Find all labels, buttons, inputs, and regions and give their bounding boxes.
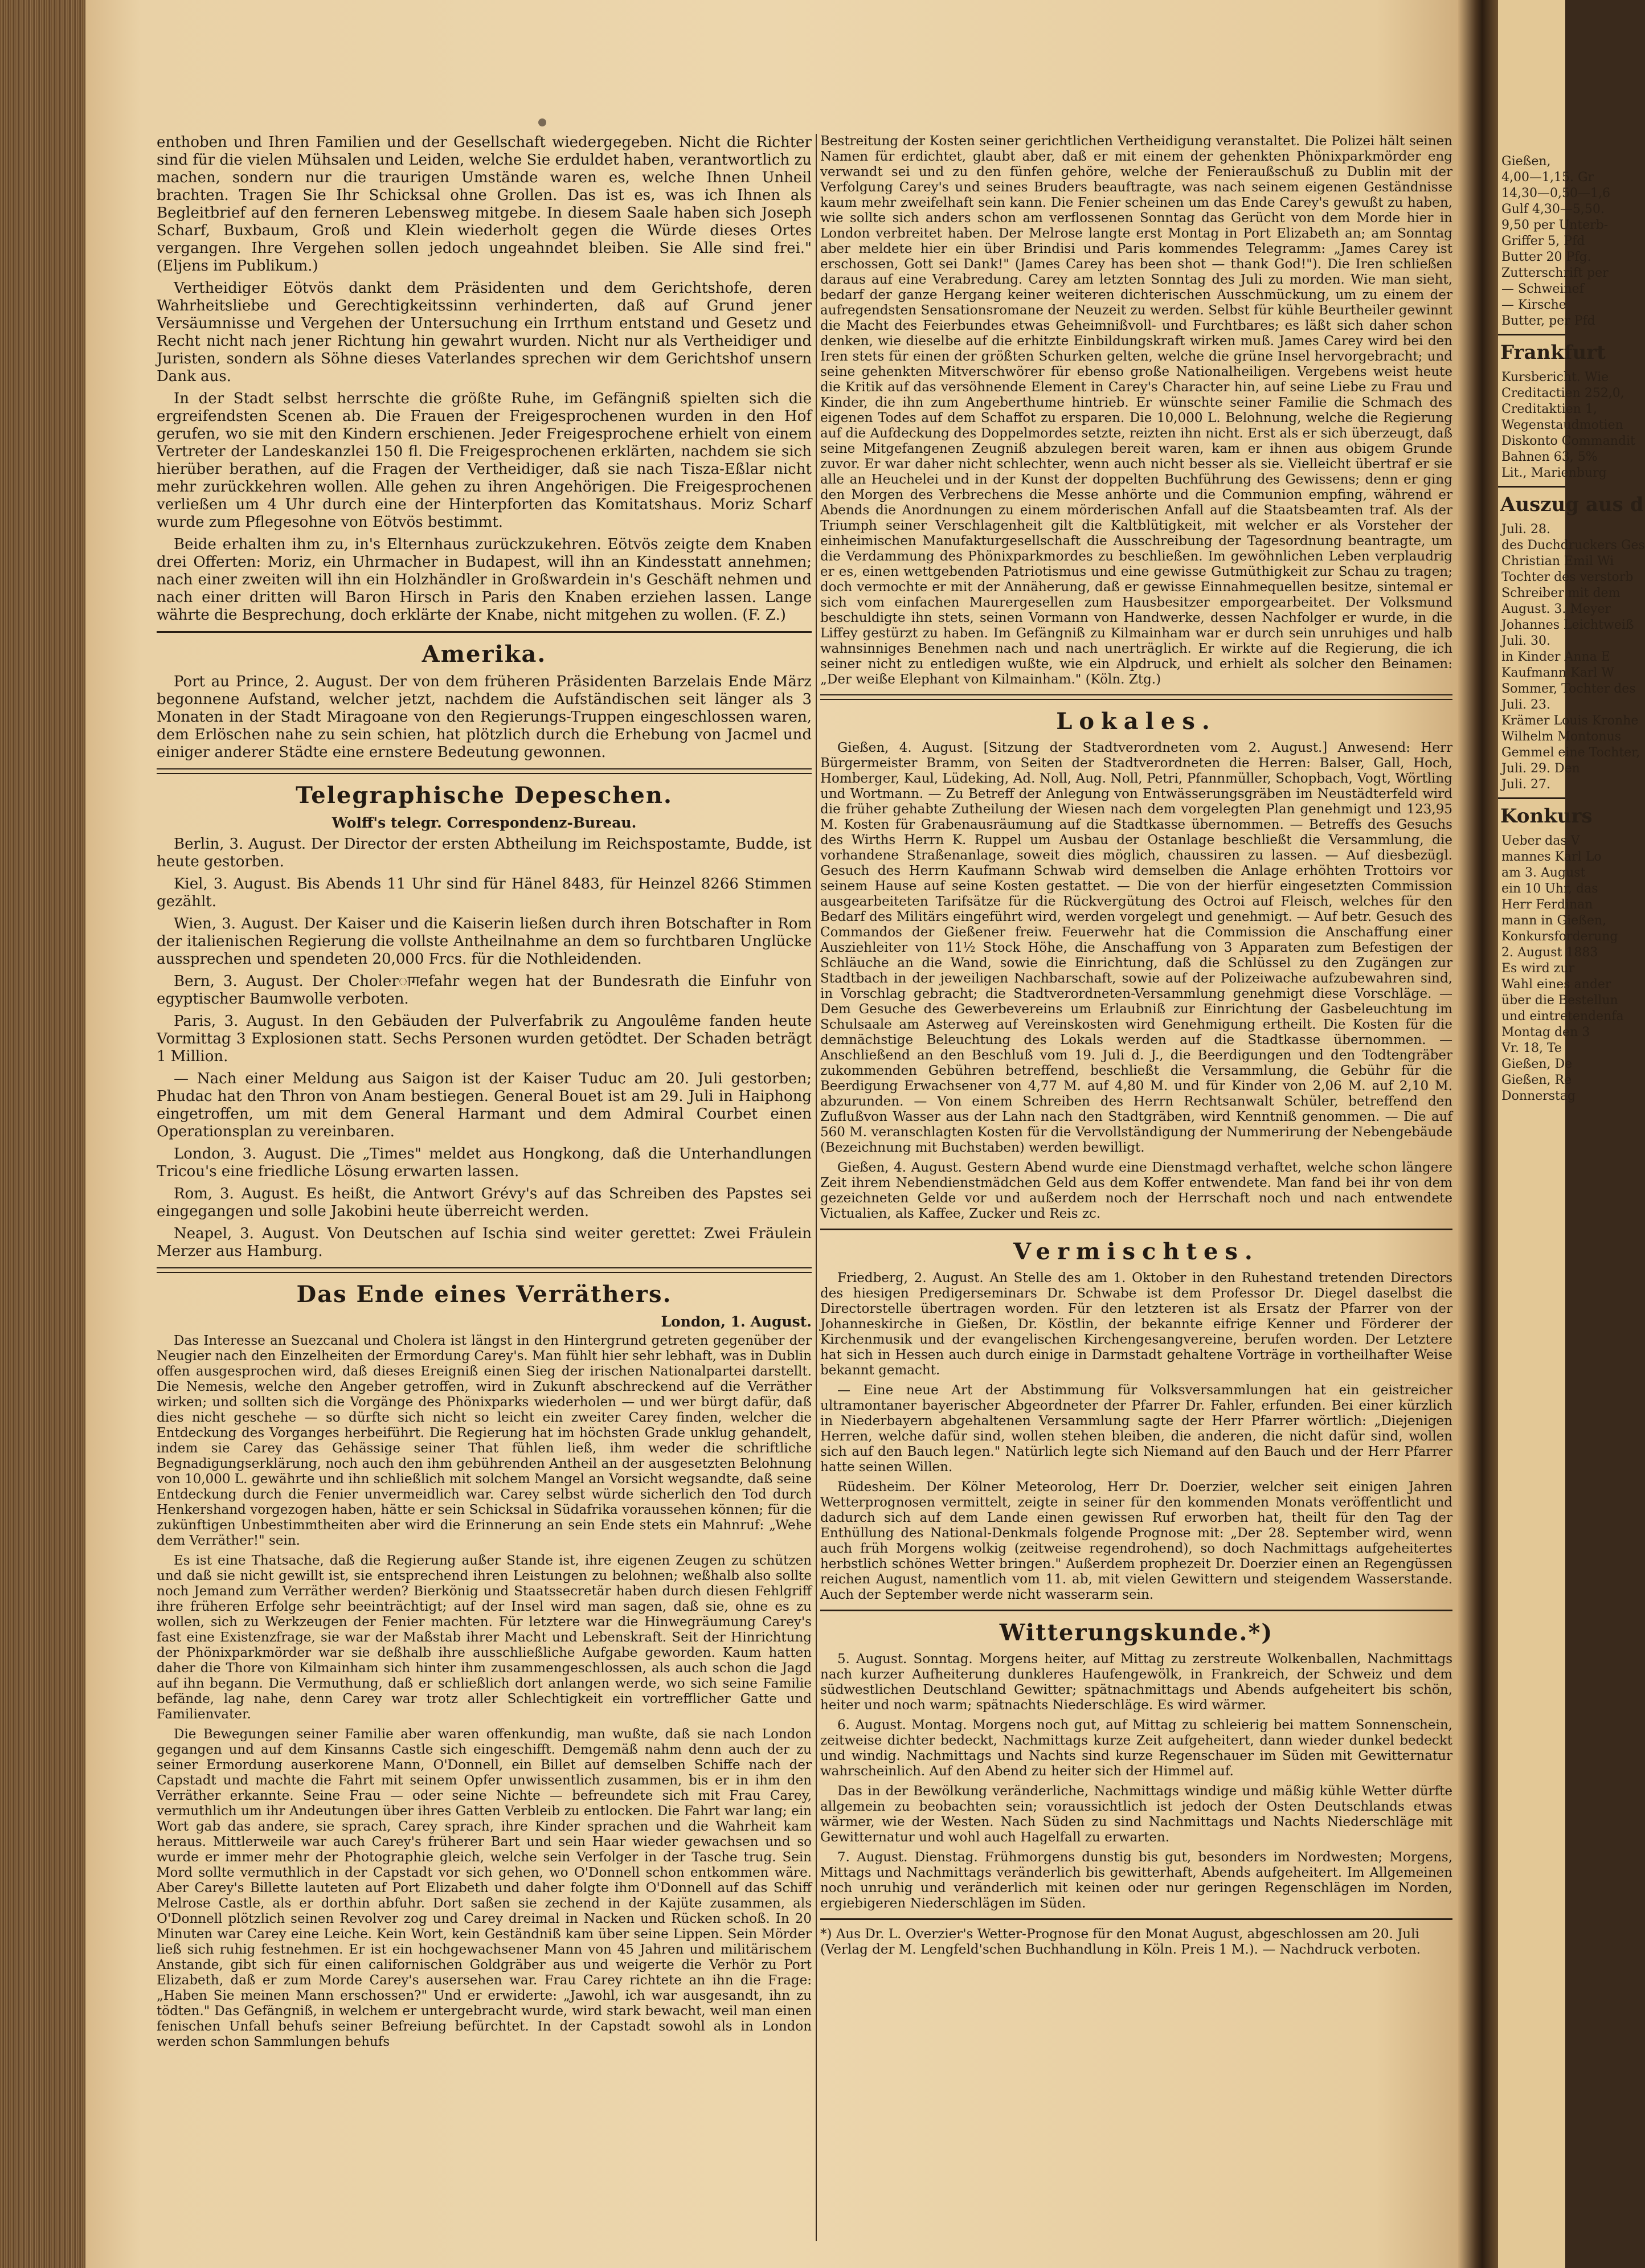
adjacent-line: Tochter des verstorb — [1501, 570, 1634, 584]
adjacent-line: Juli. 27. — [1501, 777, 1551, 792]
telegraph-heading: Telegraphische Depeschen. — [296, 782, 673, 809]
adjacent-heading-frankfurt: Frankfurt — [1500, 341, 1606, 364]
adjacent-line: Gulf 4,30—5,50. — [1501, 202, 1605, 216]
adjacent-line: Kursbericht. Wie — [1501, 370, 1609, 384]
verraeter-paragraph: Das Interesse an Suezcanal und Cholera ist längst in den Hintergrund getreten gegenüber der Neugier nach den Einzelheiten der Ermordung Carey's. Man fühlt hier sehr lebhaft, was in Dublin offen ausgesprochen wird, daß dieses Ereigniß einen Sieg der irischen Nationalpartei darstellt. Die Nemesis, welche den Angeber getroffen, wird in Zukunft abschreckend auf die Verräther wirken; und sollten sich die Vorgänge des Phönixparks wiederholen — und wer bürgt dafür, daß dies nicht geschehe — so dürfte sich nicht so leicht ein zweiter Carey finden, welcher die Entdeckung des Vorganges herbeiführt. Die Regierung hat im höchsten Grade unklug gehandelt, indem sie Carey das Gehässige seiner That fühlen ließ, ihm weder die schriftliche Begnadigungserklärung, noch auch den ihm gebührenden Antheil an der ausgesetzten Belohnung von 10,000 L. gewährte und ihn schließlich mit solchem Mangel an Vorsicht wegsandte, daß seine Entdeckung durch die Fenier unvermeidlich war. Carey selbst würde sicherlich den Tod durch Henkershand vorgezogen haben, hätte er sein Schicksal in Südafrika voraussehen können; für die zukünftigen Unbestimmtheiten aber wird die Erinnerung an sein Ende stets ein Mahnruf: „Wehe dem Verräther!" sein. — [157, 1333, 812, 1548]
adjacent-line: Lit., Marienburg — [1501, 466, 1607, 480]
section-divider — [157, 1267, 812, 1273]
adjacent-line: Gemmel eine Tochter, — [1501, 746, 1640, 760]
adjacent-line: Zutterschrift per — [1501, 266, 1609, 280]
adjacent-line: Butter 20 Pfg. — [1501, 250, 1591, 264]
lokales-paragraph: Gießen, 4. August. Gestern Abend wurde eine Dienstmagd verhaftet, welche schon längere Zeit ihrem Nebendienstmädchen Geld aus dem Koffer entwendete. Man fand bei ihr von dem gezeichneten Gelde vor und außerdem noch der Herrschaft noch und nach entwendete Victualien, als Kaffee, Zucker und Reis zc. — [820, 1160, 1452, 1221]
adjacent-heading-auszug: Auszug aus d — [1500, 493, 1644, 516]
adjacent-line: 14,30—0,50—1,6 — [1501, 186, 1610, 200]
section-divider — [820, 1610, 1452, 1611]
book-edge-left — [0, 0, 85, 2268]
adjacent-line: Griffer 5, Pfd — [1501, 234, 1585, 248]
adjacent-line: 4,00—1,15. Gr — [1501, 170, 1594, 185]
adjacent-line: Konkursforderung — [1501, 930, 1618, 944]
verraeter-dateline: London, 1. August. — [661, 1313, 812, 1330]
adjacent-line: des Duchdruckers Ges — [1501, 538, 1645, 552]
pin-hole — [538, 118, 546, 126]
adjacent-register-list — [1498, 522, 1645, 793]
adjacent-divider — [1498, 486, 1565, 488]
book-spine — [1458, 0, 1498, 2268]
adjacent-line: Sommer, Tochter des — [1501, 682, 1636, 696]
adjacent-line: Creditactien 252,0, — [1501, 386, 1624, 400]
adjacent-heading-konkurs: Konkurs — [1500, 805, 1593, 828]
adjacent-line: — Schweinef — [1501, 282, 1584, 296]
witterung-paragraph: 7. August. Dienstag. Frühmorgens dunstig bis gut, besonders im Nordwesten; Morgens, Mittags und Nachmittags veränderlich bis gewitterhaft, Abends aufgeheitert. Im Allgemeinen noch unruhig und veränderlich mit keinen oder nur geringen Regenschlägen im Norden, ergiebigeren Niederschlägen im Süden. — [820, 1850, 1452, 1911]
adjacent-line: Wilhelm Montonus — [1501, 730, 1622, 744]
adjacent-konkurs-list — [1498, 833, 1624, 1104]
vermischtes-paragraph: Rüdesheim. Der Kölner Meteorolog, Herr Dr. Doerzier, welcher seit einigen Jahren Wetterprognosen vermittelt, zeigte in seiner für den kommenden Monats veröffentlicht und dadurch sich auf dem Lande einen gewissen Ruf erworben hat, theilt für den Tag der Enthüllung des National-Denkmals folgende Prognose mit: „Der 28. September wird, wenn auch früh Morgens wolkig (zeitweise regendrohend), so doch Nachmittags aufgeheitertes herbstlich schönes Wetter bringen." Außerdem prophezeit Dr. Doerzier einen an Regengüssen reichen August, namentlich vom 11. ab, mit vielen Gewittern und steigendem Wasserstande. Auch der September werde nicht wasserarm sein. — [820, 1480, 1452, 1602]
left-column — [157, 134, 812, 2054]
lokales-heading: Lokales. — [1056, 708, 1217, 735]
section-divider — [157, 631, 812, 633]
witterung-paragraph: Das in der Bewölkung veränderliche, Nachmittags windige und mäßig kühle Wetter dürfte allgemein zu beobachten sein; voraussichtlich ist jedoch der Osten Deutschlands etwas wärmer, wie der Westen. Nach Süden zu sind Nachmittags und Nachts Niederschläge mit Gewitternatur und wohl auch Hagelfall zu erwarten. — [820, 1784, 1452, 1845]
section-divider — [157, 768, 812, 774]
vermischtes-paragraph: Friedberg, 2. August. An Stelle des am 1. Oktober in den Ruhestand tretenden Directors des hiesigen Predigerseminars Dr. Schwabe ist dem Professor Dr. Diegel daselbst die Directorstelle übertragen worden. Für den letzteren ist als Ersatz der Pfarrer von der Johanneskirche in Gießen, Dr. Köstlin, der bekannte eifrige Kenner und Förderer der Kirchenmusik und der evangelischen Kirchengesangvereine, berufen worden. Der Letztere hat sich in Hessen auch durch einige in Darmstadt gehaltene Vorträge in vortheilhafter Weise bekannt gemacht. — [820, 1271, 1452, 1378]
adjacent-line: Christian Emil Wi — [1501, 554, 1614, 568]
vermischtes-heading: Vermischtes. — [1013, 1238, 1259, 1265]
adjacent-line: Creditaktien 1, — [1501, 402, 1597, 416]
adjacent-line: Gießen, — [1501, 154, 1551, 169]
trial-paragraph: Vertheidiger Eötvös dankt dem Präsidenten und dem Gerichtshofe, deren Wahrheitsliebe und Gerechtigkeitssinn verhinderten, daß auf Grund jener Versäumnisse und Vergehen der Untersuchung ein Irrthum entstand und Gesetz und Recht nicht nach jener Richtung hin gewahrt wurden. Nicht nur als Vertheidiger und Juristen, sondern als Söhne dieses Vaterlandes sprechen wir dem Gerichtshof unsern Dank aus. — [157, 280, 812, 385]
witterung-paragraph: 5. August. Sonntag. Morgens heiter, auf Mittag zu zerstreute Wolkenballen, Nachmittags nach kurzer Aufheiterung dunkleres Haufengewölk, in Frankreich, der Schweiz und dem südwestlichen Deutschland Gewitter; spätnachmittags und Abends aufgeheitert bis schön, heiter und noch warm; spätnachts Niederschläge. Es wird wärmer. — [820, 1652, 1452, 1713]
telegraph-item: Kiel, 3. August. Bis Abends 11 Uhr sind für Hänel 8483, für Heinzel 8266 Stimmen gezählt. — [157, 875, 812, 910]
adjacent-line: am 3. August — [1501, 866, 1586, 880]
telegraph-item: Bern, 3. August. Der Cholerागefahr wegen hat der Bundesrath die Einfuhr von egyptischer Baumwolle verboten. — [157, 973, 812, 1008]
adjacent-line: Schreiber mit dem — [1501, 586, 1621, 600]
adjacent-line: in Kinder Anna E — [1501, 650, 1610, 664]
witterung-footnote: *) Aus Dr. L. Overzier's Wetter-Prognose für den Monat August, abgeschlossen am 20. Juli (Verlag der M. Lengfeld'schen Buchhandlung in Köln. Preis 1 M.). — Nachdruck verboten. — [820, 1927, 1421, 1957]
section-divider — [820, 1229, 1452, 1230]
section-divider — [820, 694, 1452, 700]
vermischtes-paragraph: — Eine neue Art der Abstimmung für Volksversammlungen hat ein geistreicher ultramontaner bayerischer Abgeordneter der Pfarrer Dr. Fahler, erfunden. Bei einer kürzlich in Niederbayern abgehaltenen Versammlung sagte der Herr Pfarrer wörtlich: „Diejenigen Herren, welche dafür sind, wollen stehen bleiben, die anderen, die nicht dafür sind, wollen sich auf den Bauch legen." Natürlich legte sich Niemand auf den Bauch und der Herr Pfarrer hatte seinen Willen. — [820, 1383, 1452, 1475]
amerika-heading: Amerika. — [422, 641, 547, 668]
adjacent-line: 2. August 1883 — [1501, 945, 1598, 960]
adjacent-line: Es wird zur — [1501, 961, 1575, 976]
witterung-paragraph: 6. August. Montag. Morgens noch gut, auf Mittag zu schleierig bei mattem Sonnenschein, zeitweise dichter bedeckt, Nachmittags kurze Zeit aufgeheitert, dann wieder dunkel bedeckt und windig. Nachmittags und Nachts sind kurze Regenschauer im Süden mit Gewitternatur wahrscheinlich. Auf den Abend zu heiter sich der Himmel auf. — [820, 1718, 1452, 1779]
adjacent-line: Gießen, De — [1501, 1057, 1573, 1071]
telegraph-item: Rom, 3. August. Es heißt, die Antwort Grévy's auf das Schreiben des Papstes sei eingegangen und solle Jakobini heute überreicht werden. — [157, 1185, 812, 1220]
verraeter-heading: Das Ende eines Verräthers. — [296, 1281, 672, 1308]
trial-paragraph: enthoben und Ihren Familien und der Gesellschaft wiedergegeben. Nicht die Richter sind für die vielen Mühsalen und Leiden, welche Sie erduldet haben, verantwortlich zu machen, sondern nur die traurigen Umstände waren es, welche Ihnen Unheil brachten. Tragen Sie Ihr Schicksal ohne Grollen. Das ist es, was ich Ihnen als Begleitbrief auf den ferneren Lebensweg mitgebe. In diesem Saale haben sich Joseph Scharf, Buxbaum, Groß und Klein wiederholt gegen die Würde dieses Ortes vergangen. Ihre Vergehen sollen jedoch ungeahndet bleiben. Sie Alle sind frei." (Eljens im Publikum.) — [157, 134, 812, 275]
adjacent-line: Juli. 29. Den — [1501, 762, 1580, 776]
verraeter-paragraph: Die Bewegungen seiner Familie aber waren offenkundig, man wußte, daß sie nach London gegangen und auf dem Kinsanns Castle sich eingeschifft. Demgemäß nahm denn auch der zu seiner Ermordung auserkorene Mann, O'Donnell, ein Billet auf demselben Schiffe nach der Capstadt und machte die Fahrt mit seinem Opfer unwissentlich zusammen, bis er in ihm den Verräther erkannte. Seine Frau — oder seine Nichte — befreundete sich mit Frau Carey, vermuthlich um ihr Andeutungen über ihres Gatten Verbleib zu entlocken. Die Fahrt war lang; ein Wort gab das andere, sie sprach, Carey sprach, ihre Kinder sprachen und die Wahrheit kam heraus. Mittlerweile war auch Carey's früherer Bart und sein Haar wieder gewachsen und so wurde er immer mehr der Photographie gleich, welche sein Verfolger in der Tasche trug. Sein Mord sollte vermuthlich in der Capstadt vor sich gehen, wo O'Donnell schon entkommen wäre. Aber Carey's Billette lauteten auf Port Elizabeth und daher folgte ihm O'Donnell auf das Schiff Melrose Castle, als er dorthin abfuhr. Dort saßen sie zechend in der Kajüte zusammen, als O'Donnell plötzlich seinen Revolver zog und Carey dreimal in Nacken und Rücken schoß. In 20 Minuten war Carey eine Leiche. Kein Wort, kein Geständniß kam über seine Lippen. Sein Mörder ließ sich ruhig festnehmen. Er ist ein hochgewachsener Mann von 45 Jahren und militärischem Anstande, gibt sich für einen californischen Goldgräber aus und weigerte die Verhör zu Port Elizabeth, daß er zum Morde Carey's ausersehen war. Frau Carey richtete an ihn die Frage: „Haben Sie meinen Mann erschossen?" Und er erwiderte: „Jawohl, ich war ausgesandt, ihn zu tödten." Das Gefängniß, in welchem er untergebracht wurde, wird stark bewacht, weil man einen fenischen Unfall behufs seiner Befreiung befürchtet. In der Capstadt sowohl als in London werden schon Sammlungen behufs — [157, 1727, 812, 2049]
adjacent-line: Gießen, Re — [1501, 1073, 1572, 1087]
adjacent-line: Juli. 23. — [1501, 698, 1551, 712]
amerika-text: Port au Prince, 2. August. Der von dem früheren Präsidenten Barzelais Ende März begonnene Aufstand, welcher jetzt, nachdem die Aufständischen seit länger als 3 Monaten in der Stadt Miragoane von den Regierungs-Truppen eingeschlossen waren, dem Erlöschen nahe zu sein schien, hat plötzlich durch die Erhebung von Jacmel und einiger anderer Städte eine ernstere Bedeutung gewonnen. — [157, 673, 812, 761]
adjacent-divider — [1498, 334, 1565, 335]
telegraph-item: Wien, 3. August. Der Kaiser und die Kaiserin ließen durch ihren Botschafter in Rom der italienischen Regierung die vollste Antheilnahme an dem so furchtbaren Unglücke aussprechen und spendeten 20,000 Frcs. für die Nothleidenden. — [157, 915, 812, 968]
adjacent-line: Wegenstaudmotien — [1501, 418, 1623, 432]
adjacent-line: Butter, per Pfd — [1501, 314, 1595, 328]
adjacent-line: Ueber das V — [1501, 834, 1580, 848]
lokales-paragraph: Gießen, 4. August. [Sitzung der Stadtverordneten vom 2. August.] Anwesend: Herr Bürgermeister Bramm, von Seiten der Stadtverordneten die Herren: Balser, Gall, Hoch, Homberger, Kaul, Lüdeking, Ad. Noll, Aug. Noll, Petri, Pfannmüller, Schopbach, Vogt, Wörtling und Wortmann. — Zu Betreff der Anlegung von Entwässerungsgräben im Neustädterfeld wird die früher gehabte Zutheilung der Wiesen nach dem vorgelegten Plan genehmigt und 123,95 M. Kosten für Grabenausräumung auf die Stadtkasse übernommen. — Betreffs des Gesuchs des Wirths Herrn K. Ruppel um Ausbau der Ostanlage beschließt die Versammlung, die vorhandene Straßenanlage, soweit dies möglich, chaussiren zu lassen. — Auf diesbezügl. Gesuch des Herrn Kaufmann Schwab wird demselben die Anlage erhöhten Trottoirs vor seinem Hause auf seine Kosten gestattet. — Die von der hierfür eingesetzten Commission ausgearbeiteten Tarifsätze für die Rückvergütung des Octroi auf Fleisch, welches für den Bedarf des Militärs eingeführt wird, werden vorgelegt und genehmigt. — Auf betr. Gesuch des Commandos der Gießener freiw. Feuerwehr hat die Commission die Anschaffung einer Ausziehleiter von 11½ Stock Höhe, die Anschaffung von 3 Apparaten zum Befestigen der Schläuche an die Wand, sowie die Einrichtung, daß die Schlüssel zu den Zugängen zur Stadtbach in der jeweiligen Nachbarschaft, sowie auf der Polizeiwache aufzubewahren sind, in Vorschlag gebracht; die Stadtverordneten-Versammlung genehmigt diese Vorschläge. — Dem Gesuche des Gewerbevereins um Erlaubniß zur Einrichtung der Gasbeleuchtung im Schulsaale am Asterweg auf Vereinskosten wird Genehmigung ertheilt. Die Kosten für die demnächstige Beleuchtung des Lokals werden auf die Stadtkasse übernommen. — Anschließend an den Beschluß vom 19. Juli d. J., die Beerdigungen und den Todtengräber zukommenden Gebühren betreffend, beschließt die Versammlung, die Gebühr für die Beerdigung Erwachsener von 4,77 M. auf 4,80 M. und für Kinder von 2,06 M. auf 2,10 M. abzurunden. — Von einem Schreiben des Herrn Rechtsanwalt Schüler, betreffend den Zuflußvon Wasser aus der Lahn nach den Stadtgräben, wird Kenntniß genommen. — Die auf 560 M. veranschlagten Kosten für die Vervollständigung der Nummerirung der Nebengebäude (Bezeichnung mit Buchstaben) werden bewilligt. — [820, 740, 1452, 1155]
telegraph-item: London, 3. August. Die „Times" meldet aus Hongkong, daß die Unterhandlungen Tricou's eine friedliche Lösung erwarten lassen. — [157, 1145, 812, 1180]
column-separator — [816, 134, 817, 2241]
adjacent-page — [1498, 0, 1645, 2268]
adjacent-line: Kaufmann Karl W — [1501, 666, 1614, 680]
adjacent-line: 9,50 per Unterb- — [1501, 218, 1609, 232]
adjacent-line: Juli. 28. — [1501, 522, 1551, 537]
footnote-rule — [820, 1918, 1452, 1920]
adjacent-line: Bahnen 63, 5% — [1501, 450, 1598, 464]
adjacent-line: ein 10 Uhr, das — [1501, 882, 1598, 896]
trial-paragraph: In der Stadt selbst herrschte die größte Ruhe, im Gefängniß spielten sich die ergreifendsten Scenen ab. Die Frauen der Freigesprochenen wurden in den Hof gerufen, wo sie mit den Kindern erschienen. Jeder Freigesprochene erhielt von einem Vertreter der Landeskanzlei 150 fl. Die Freigesprochenen erklärten, nachdem sie sich hierüber berathen, auf die Fragen der Vertheidiger, daß sie nach Tisza-Eßlar nicht mehr zurückkehren wollen. Alle gehen zu ihren Angehörigen. Die Freigesprochenen verließen um 4 Uhr durch eine der Hinterpforten das Komitatshaus. Moriz Scharf wurde zum Pflegesohne von Eötvös bestimmt. — [157, 390, 812, 531]
adjacent-divider — [1498, 797, 1565, 799]
adjacent-line: mann in Gießen, — [1501, 914, 1607, 928]
adjacent-line: über die Bestellun — [1501, 993, 1618, 1008]
adjacent-line: — Kirsche — [1501, 298, 1566, 312]
adjacent-line: Vr. 18, Te — [1501, 1041, 1562, 1055]
adjacent-line: Donnerstag — [1501, 1089, 1576, 1103]
telegraph-item: Neapel, 3. August. Von Deutschen auf Ischia sind weiter gerettet: Zwei Fräulein Merzer aus Hamburg. — [157, 1225, 812, 1260]
adjacent-line: Juli. 30. — [1501, 634, 1551, 648]
adjacent-line: Wahl eines ander — [1501, 977, 1611, 992]
verraeter-continuation: Bestreitung der Kosten seiner gerichtlichen Vertheidigung veranstaltet. Die Polizei hält seinen Namen für erdichtet, glaubt aber, daß er mit einem der gehenkten Phönixparkmörder eng verwandt sei und zu den fünfen gehöre, welche der Fenieraußschuß zu Dublin mit der Verfolgung Carey's und seines Bruders beauftragte, was nach seinem eigenen Geständnisse kaum mehr zweifelhaft sein kann. Die Fenier scheinen um das Ende Carey's gewußt zu haben, wie sollte sich anders schon am verflossenen Sonntag das Gerücht von dem Morde hier in London verbreitet haben. Der Melrose langte erst Montag in Port Elizabeth an; am Sonntag aber meldete hier ein über Brindisi und Paris kommendes Telegramm: „James Carey ist erschossen, Gott sei Dank!" (James Carey has been shot — thank God!"). Die Iren schließen daraus auf eine Verabredung. Carey am letzten Sonntag des Juli zu morden. Wie man sieht, bedarf der ganze Hergang keiner weiteren dichterischen Ausschmückung, um zu einem der aufregendsten Sensationsromane der Neuzeit zu werden. Selbst für kühle Beurtheiler gewinnt die Macht des Feierbundes etwas Geheimnißvoll- und Furchtbares; es läßt sich daher schon denken, wie dieselbe auf die erhitzte Einbildungskraft wirken muß. James Carey wird bei den Iren stets für einen der größten Schurken gelten, welche die grüne Insel hervorgebracht; und seine gehenkten Mitverschwörer für ebenso große Nationalheiligen. Vergebens weist heute die Kritik auf das versöhnende Element in Carey's Character hin, auf seine Liebe zu Frau und Kinder, die ihn zum Angeberthume hintrieb. Er wünschte seiner Familie die Schmach des eigenen Todes auf dem Schaffot zu ersparen. Die 10,000 L. Belohnung, welche die Regierung auf die Aufdeckung des Doppelmordes setzte, reizten ihn nicht. Erst als er sich überzeugt, daß seine Mitgefangenen Zeugniß abzulegen bereit waren, kam er ihnen aus obigem Grunde zuvor. Er war daher nicht schlechter, wenn auch nicht besser als sie. Vielleicht übertraf er sie alle an Heuchelei und in der Kunst der doppelten Buchführung des Gewissens; denn er ging den Morgen des Verbrechens die Messe anhörte und die Communion empfing, während er Abends die Anordnungen zu einem mörderischen Anfall auf die Staatsbeamten traf. Als der Triumph seiner Verschlagenheit gilt die Kaltblütigkeit, mit welcher er als Vorsteher der einheimischen Manufakturgesellschaft die Ausschreibung der Tagesordnung beantragte, um die Verdammung des Phönixparkmordes zu beschließen. Im gewöhnlichen Leben verplaudrig er es, einen wettgebenden Patriotismus und eine gewisse Gutmüthigkeit zur Schau zu tragen; doch vermochte er mit der Annäherung, daß er gewisse Einnahmequellen besitze, sintemal er sich vom einfachen Maurergesellen zum Hausbesitzer emporgearbeitet. Der Volksmund beschuldigte ihn stets, seinen Vormann von Handwerke, dessen Nachfolger er wurde, in die Liffey gestürzt zu haben. Im Gefängniß zu Kilmainham war er durch sein unruhiges und halb wahnsinniges Benehmen nach und nach unerträglich. Er wirkte auf die Regierung, die ich seiner nicht zu entledigen wußte, wie ein Alpdruck, und erhielt als solcher den Beinamen: „Der weiße Elephant von Kilmainham." (Köln. Ztg.) — [820, 134, 1452, 687]
adjacent-line: Diskonto Commandit — [1501, 434, 1635, 448]
telegraph-item: Paris, 3. August. In den Gebäuden der Pulverfabrik zu Angoulême fanden heute Vormittag 3 Explosionen statt. Sechs Personen wurden getödtet. Der Schaden beträgt 1 Million. — [157, 1013, 812, 1065]
newspaper-page — [85, 0, 1458, 2268]
telegraph-item: Berlin, 3. August. Der Director der ersten Abtheilung im Reichspostamte, Budde, ist heute gestorben. — [157, 836, 812, 870]
right-column — [820, 134, 1452, 1958]
telegraph-item: — Nach einer Meldung aus Saigon ist der Kaiser Tuduc am 20. Juli gestorben; Phudac hat den Thron von Anam bestiegen. General Bouet ist am 29. Juli in Haiphong eingetroffen, um mit dem General Harmant und dem Admiral Courbet einen Operationsplan zu vereinbaren. — [157, 1070, 812, 1140]
adjacent-line: mannes Karl Lo — [1501, 850, 1602, 864]
trial-paragraph: Beide erhalten ihm zu, in's Elternhaus zurückzukehren. Eötvös zeigte dem Knaben drei Offerten: Moriz, ein Uhrmacher in Budapest, will ihn an Kindesstatt annehmen; nach einer zweiten will ihn ein Holzhändler in Großwardein in's Geschäft nehmen und nach einer dritten will Baron Hirsch in Paris den Knaben erziehen lassen. Lange währte die Besprechung, doch erklärte der Knabe, nicht mitgehen zu wollen. (F. Z.) — [157, 536, 812, 624]
adjacent-line: August. 3. Meyer — [1501, 602, 1611, 616]
adjacent-line: und eintretendenfa — [1501, 1009, 1624, 1024]
adjacent-line: Krämer Louis Kronhe — [1501, 714, 1639, 728]
adjacent-line: Montag den 3 — [1501, 1025, 1590, 1039]
witterung-heading: Witterungskunde.*) — [999, 1619, 1274, 1646]
telegraph-subtitle: Wolff's telegr. Correspondenz-Bureau. — [332, 814, 637, 831]
adjacent-line: Herr Ferdinan — [1501, 898, 1593, 912]
adjacent-stock-list — [1498, 370, 1635, 481]
adjacent-market-list — [1498, 154, 1610, 329]
adjacent-line: Johannes Leichtweiß — [1501, 618, 1634, 632]
verraeter-paragraph: Es ist eine Thatsache, daß die Regierung außer Stande ist, ihre eigenen Zeugen zu schützen und daß sie nicht gewillt ist, sie entsprechend ihren Leistungen zu belohnen; weßhalb also sollte noch Jemand zum Verräther werden? Bierkönig und Staatssecretär haben durch diesen Fehlgriff ihre früheren Erfolge sehr beeinträchtigt; auf der Insel wird man sagen, daß sie, ohne es zu wollen, sich zu Werkzeugen der Fenier machten. Für letztere war die Hinwegräumung Carey's fast eine Existenzfrage, sie war der Maßstab ihrer Macht und Lebenskraft. Seit der Hinrichtung der Phönixparkmörder war sie deßhalb ihre ausschließliche Aufgabe geworden. Kaum hatten daher die Thore von Kilmainham sich hinter ihm zusammengeschlossen, als auch schon die Jagd auf ihn begann. Die Vermuthung, daß er schließlich dort anlangen werde, wo sich seine Familie befände, lag nahe, denn Carey war trotz aller Schlechtigkeit ein vortrefflicher Gatte und Familienvater. — [157, 1553, 812, 1722]
